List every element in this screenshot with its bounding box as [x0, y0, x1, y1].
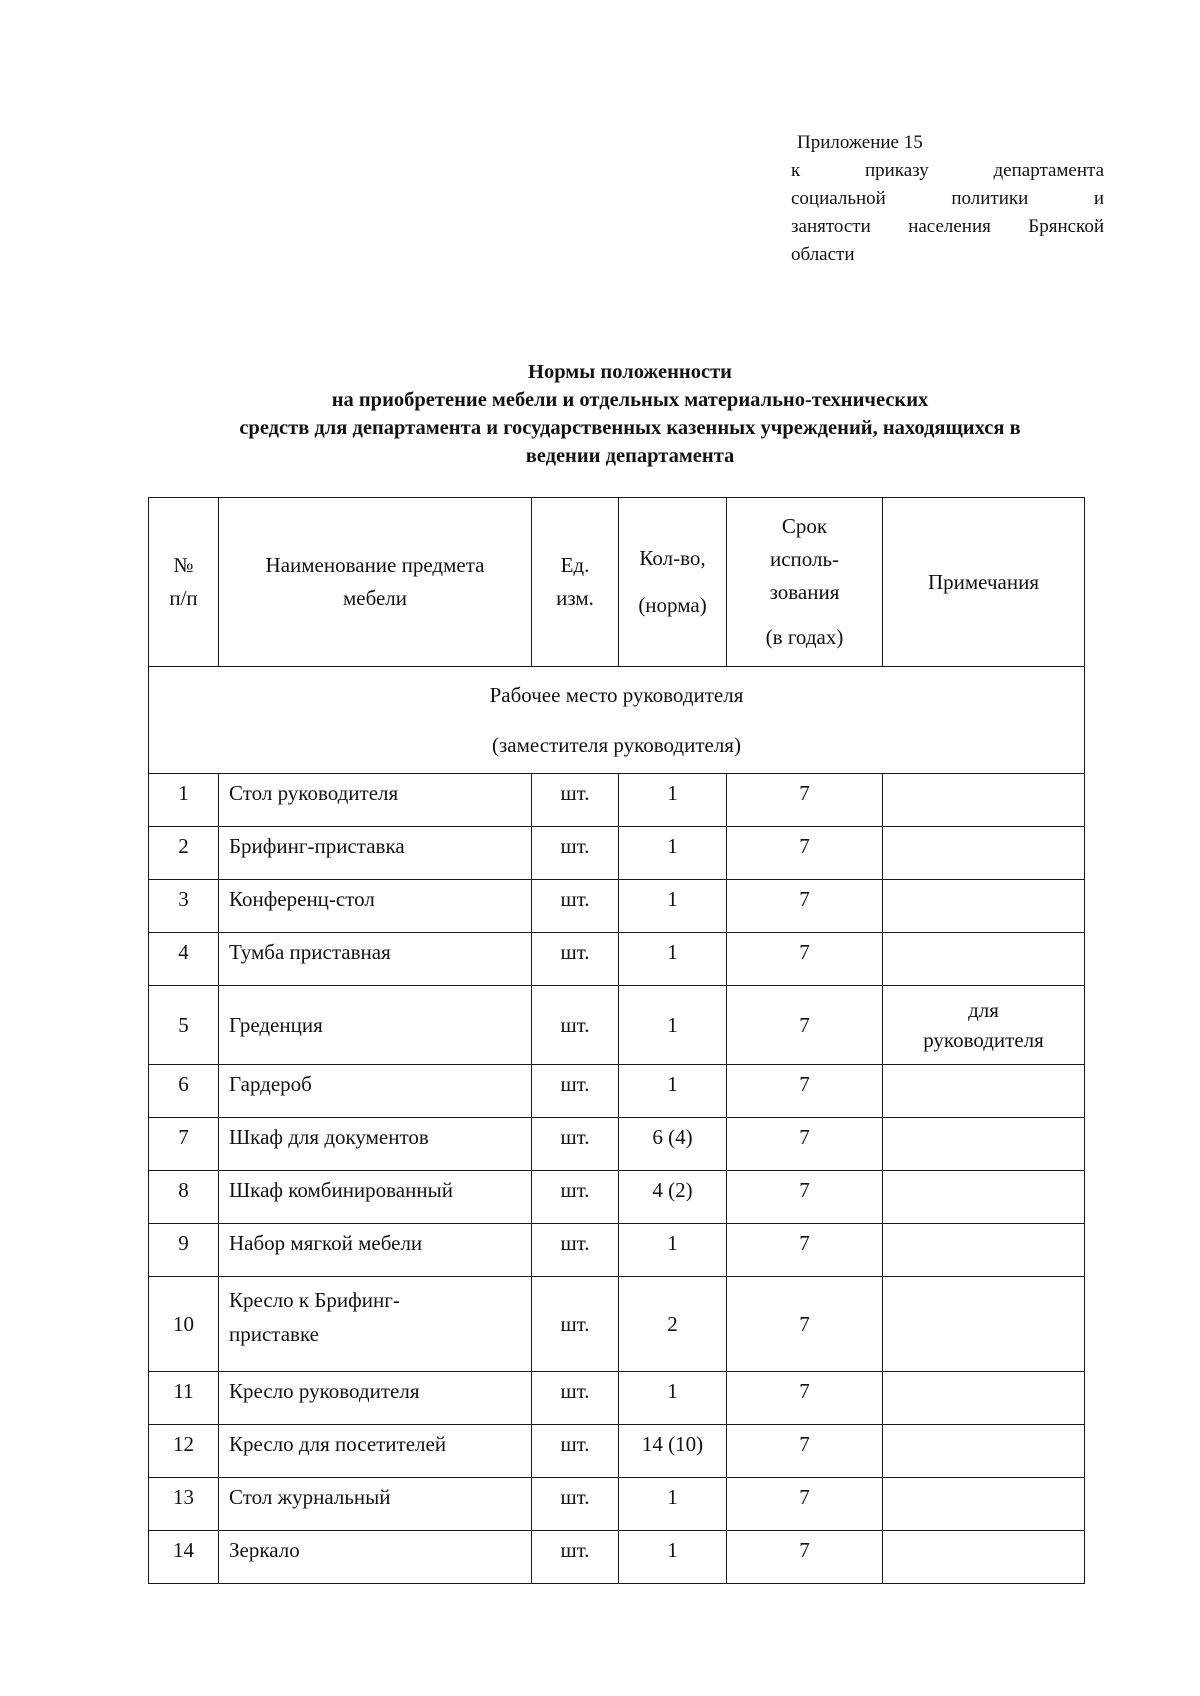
cell-name: Кресло для посетителей — [219, 1425, 532, 1478]
cell-num: 6 — [149, 1065, 219, 1118]
cell-qty: 14 (10) — [619, 1425, 727, 1478]
header-term-line3: зования — [769, 580, 840, 604]
cell-num: 2 — [149, 827, 219, 880]
cell-term: 7 — [727, 1118, 883, 1171]
cell-term: 7 — [727, 827, 883, 880]
appendix-line: к приказу департамента — [791, 160, 1104, 181]
cell-unit: шт. — [532, 880, 619, 933]
title-line: на приобретение мебели и отдельных материально-технических — [331, 389, 929, 411]
table-row — [149, 1425, 1085, 1478]
header-num-line1: № — [173, 553, 194, 577]
cell-num: 12 — [149, 1425, 219, 1478]
header-unit-line1: Ед. — [560, 553, 590, 577]
header-name-line1: Наименование предмета — [265, 553, 485, 577]
cell-num: 3 — [149, 880, 219, 933]
table-row — [149, 1531, 1085, 1584]
cell-num: 13 — [149, 1478, 219, 1531]
table-row — [149, 986, 1085, 1065]
cell-note-line2: руководителя — [923, 1028, 1044, 1052]
header-qty — [619, 498, 727, 667]
table-row — [149, 933, 1085, 986]
cell-term: 7 — [727, 1171, 883, 1224]
cell-name: Тумба приставная — [219, 933, 532, 986]
cell-qty: 1 — [619, 1531, 727, 1584]
cell-name-line1: Кресло к Брифинг- — [229, 1288, 400, 1312]
cell-name: Зеркало — [219, 1531, 532, 1584]
cell-num: 5 — [149, 986, 219, 1065]
cell-name: Шкаф комбинированный — [219, 1171, 532, 1224]
cell-unit: шт. — [532, 1277, 619, 1372]
cell-qty: 4 (2) — [619, 1171, 727, 1224]
cell-unit: шт. — [532, 1118, 619, 1171]
table-row — [149, 827, 1085, 880]
cell-num: 11 — [149, 1372, 219, 1425]
title-line: средств для департамента и государственных казенных учреждений, находящихся в — [239, 417, 1021, 439]
cell-unit: шт. — [532, 1065, 619, 1118]
cell-note — [883, 1372, 1085, 1425]
section-title-line2: (заместителя руководителя) — [492, 733, 741, 757]
cell-name: Брифинг-приставка — [219, 827, 532, 880]
cell-name — [219, 1277, 532, 1372]
cell-num: 9 — [149, 1224, 219, 1277]
cell-name: Гардероб — [219, 1065, 532, 1118]
table-row — [149, 1171, 1085, 1224]
cell-name: Набор мягкой мебели — [219, 1224, 532, 1277]
cell-term: 7 — [727, 1224, 883, 1277]
cell-note — [883, 1224, 1085, 1277]
cell-qty: 1 — [619, 1065, 727, 1118]
cell-qty: 1 — [619, 933, 727, 986]
cell-term: 7 — [727, 1531, 883, 1584]
cell-unit: шт. — [532, 933, 619, 986]
cell-name: Кресло руководителя — [219, 1372, 532, 1425]
table-row — [149, 880, 1085, 933]
cell-term: 7 — [727, 1478, 883, 1531]
norms-table — [148, 497, 1085, 1584]
table-header-row — [149, 498, 1085, 667]
table-row — [149, 1118, 1085, 1171]
cell-num: 1 — [149, 774, 219, 827]
cell-note — [883, 1277, 1085, 1372]
cell-unit: шт. — [532, 1478, 619, 1531]
cell-qty: 1 — [619, 880, 727, 933]
table-row — [149, 1372, 1085, 1425]
cell-note-line1: для — [968, 998, 999, 1022]
section-title-line1: Рабочее место руководителя — [489, 683, 744, 707]
table-row — [149, 774, 1085, 827]
header-note: Примечания — [883, 498, 1085, 667]
cell-note — [883, 774, 1085, 827]
cell-num: 10 — [149, 1277, 219, 1372]
header-qty-line2: (норма) — [638, 593, 707, 617]
cell-note — [883, 827, 1085, 880]
cell-unit: шт. — [532, 1372, 619, 1425]
cell-unit: шт. — [532, 774, 619, 827]
header-name-line2: мебели — [342, 586, 408, 610]
cell-note — [883, 933, 1085, 986]
cell-qty: 1 — [619, 986, 727, 1065]
cell-name: Греденция — [219, 986, 532, 1065]
section-title — [149, 667, 1085, 774]
table-row — [149, 1478, 1085, 1531]
appendix-line: области — [791, 244, 855, 265]
header-unit-line2: изм. — [556, 586, 594, 610]
cell-qty: 1 — [619, 1372, 727, 1425]
title-line: Нормы положенности — [528, 361, 732, 383]
cell-unit: шт. — [532, 1425, 619, 1478]
cell-name-line2: приставке — [229, 1322, 319, 1346]
table-row — [149, 1224, 1085, 1277]
cell-unit: шт. — [532, 986, 619, 1065]
cell-unit: шт. — [532, 1531, 619, 1584]
title-line: ведении департамента — [525, 445, 735, 467]
cell-note — [883, 1118, 1085, 1171]
cell-unit: шт. — [532, 1224, 619, 1277]
cell-unit: шт. — [532, 1171, 619, 1224]
cell-note — [883, 1478, 1085, 1531]
appendix-line: социальной политики и — [791, 188, 1104, 209]
header-qty-line1: Кол-во, — [639, 546, 706, 570]
cell-term: 7 — [727, 1372, 883, 1425]
header-name — [219, 498, 532, 667]
cell-qty: 1 — [619, 827, 727, 880]
header-term-line1: Срок — [781, 514, 828, 538]
header-num-line2: п/п — [169, 586, 198, 610]
cell-num: 7 — [149, 1118, 219, 1171]
header-term-line2: исполь- — [769, 547, 840, 571]
cell-name: Стол журнальный — [219, 1478, 532, 1531]
header-unit — [532, 498, 619, 667]
cell-name: Стол руководителя — [219, 774, 532, 827]
cell-name: Шкаф для документов — [219, 1118, 532, 1171]
appendix-line: Приложение 15 — [797, 132, 923, 153]
cell-num: 4 — [149, 933, 219, 986]
cell-qty: 1 — [619, 1224, 727, 1277]
cell-unit: шт. — [532, 827, 619, 880]
cell-qty: 2 — [619, 1277, 727, 1372]
appendix-line: занятости населения Брянской — [791, 216, 1104, 237]
cell-term: 7 — [727, 1065, 883, 1118]
cell-note — [883, 1531, 1085, 1584]
table-row — [149, 1065, 1085, 1118]
cell-term: 7 — [727, 1277, 883, 1372]
cell-term: 7 — [727, 774, 883, 827]
header-term-line4: (в годах) — [765, 625, 844, 649]
cell-name: Конференц-стол — [219, 880, 532, 933]
cell-term: 7 — [727, 986, 883, 1065]
cell-term: 7 — [727, 1425, 883, 1478]
appendix-note — [791, 129, 1104, 269]
section-row — [149, 667, 1085, 774]
cell-qty: 6 (4) — [619, 1118, 727, 1171]
cell-term: 7 — [727, 933, 883, 986]
header-term — [727, 498, 883, 667]
cell-qty: 1 — [619, 1478, 727, 1531]
document-title — [150, 358, 1110, 470]
cell-term: 7 — [727, 880, 883, 933]
cell-num: 14 — [149, 1531, 219, 1584]
cell-note — [883, 1065, 1085, 1118]
cell-note — [883, 986, 1085, 1065]
cell-qty: 1 — [619, 774, 727, 827]
cell-num: 8 — [149, 1171, 219, 1224]
header-num — [149, 498, 219, 667]
cell-note — [883, 880, 1085, 933]
cell-note — [883, 1171, 1085, 1224]
cell-note — [883, 1425, 1085, 1478]
table-row — [149, 1277, 1085, 1372]
